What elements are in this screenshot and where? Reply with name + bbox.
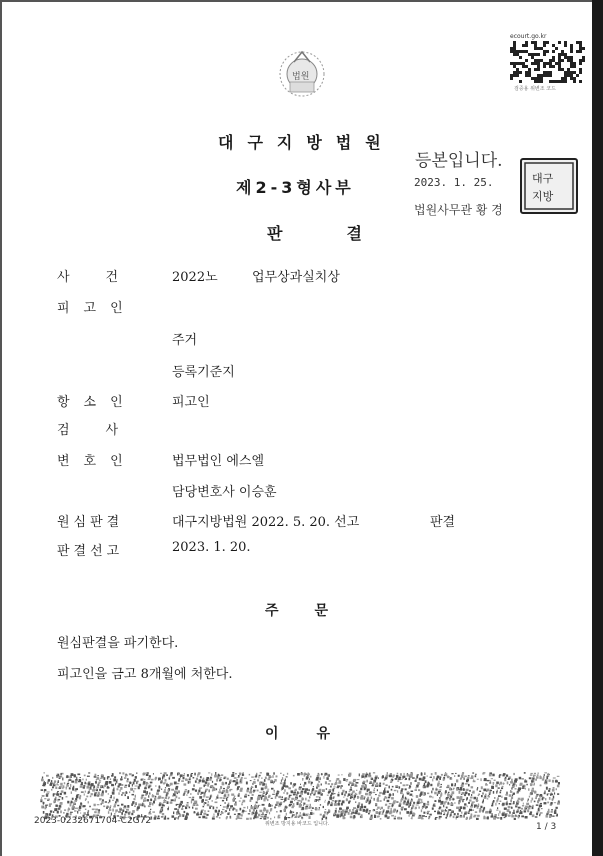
field-value-original-judgment: 대구지방법원 2022. 5. 20. 선고	[172, 515, 360, 530]
svg-text:지방: 지방	[532, 190, 554, 203]
field-label-defendant: 피고인	[57, 301, 137, 316]
field-value-attorney: 담당변호사 이승훈	[172, 485, 277, 500]
verification-qr-code	[508, 33, 586, 85]
anti-forgery-barcode	[40, 772, 560, 820]
scan-border-left	[0, 0, 2, 856]
field-value-address: 주거	[172, 333, 198, 348]
order-line: 원심판결을 파기한다.	[57, 636, 179, 651]
field-value-registration: 등록기준지	[172, 365, 235, 380]
barcode-notice: 위변조 방지용 바코드 입니다.	[265, 821, 330, 827]
field-value-appellant: 피고인	[172, 395, 210, 410]
document-title: 판결	[267, 224, 426, 243]
order-title: 주문	[265, 603, 365, 619]
field-label-case: 사건	[57, 270, 155, 285]
field-label-prosecutor: 검사	[57, 423, 155, 438]
field-value-case-no: 2022노	[172, 270, 218, 285]
division-name: 제2-3형사부	[236, 178, 355, 197]
field-value-sentencing-date: 2023. 1. 20.	[172, 540, 251, 555]
svg-text:대구: 대구	[532, 172, 554, 185]
qr-caption: 검증용 위변조 코드	[514, 86, 556, 92]
court-name: 대구지방법원	[218, 133, 395, 152]
field-label-original-judgment: 원심판결	[57, 515, 124, 530]
certified-copy-stamp: 등본입니다.	[415, 151, 503, 171]
field-value-judgment-word: 판결	[430, 515, 456, 530]
certified-copy-date: 2023. 1. 25.	[414, 176, 494, 189]
reason-title: 이유	[265, 726, 369, 742]
document-id: 2023-0232671704-C2G72	[34, 816, 152, 826]
court-clerk: 법원사무관 황 경	[414, 203, 503, 217]
field-value-charge: 업무상과실치상	[252, 270, 340, 285]
field-label-attorney: 변호인	[57, 454, 137, 469]
official-seal	[520, 158, 578, 214]
scan-border-right	[592, 0, 603, 856]
order-line: 피고인을 금고 8개월에 처한다.	[57, 667, 233, 682]
field-label-appellant: 항소인	[57, 395, 137, 410]
field-value-law-firm: 법무법인 에스엘	[172, 454, 265, 469]
page-number: 1 / 3	[536, 822, 557, 832]
field-label-sentencing-date: 판결선고	[57, 544, 124, 559]
emblem-label: 법원	[292, 72, 310, 82]
scan-border-top	[0, 0, 603, 2]
qr-url: ecourt.go.kr	[510, 33, 547, 40]
